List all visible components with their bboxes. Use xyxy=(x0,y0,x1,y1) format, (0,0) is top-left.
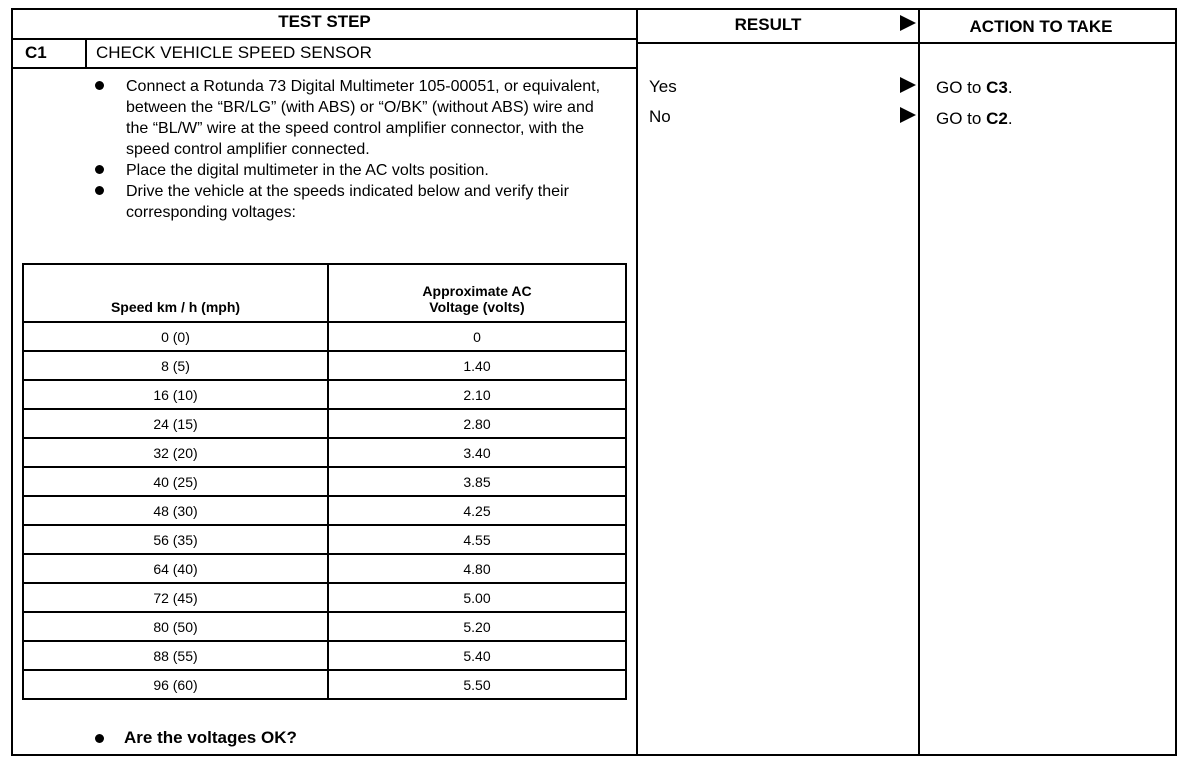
speed-cell: 16 (10) xyxy=(23,380,328,409)
speed-cell: 0 (0) xyxy=(23,322,328,351)
action-no-suffix: . xyxy=(1007,109,1013,128)
voltage-cell: 2.80 xyxy=(328,409,626,438)
table-row xyxy=(23,554,626,583)
action-yes-prefix: GO to xyxy=(936,78,987,97)
instruction-list xyxy=(88,76,618,223)
table-row xyxy=(23,583,626,612)
voltage-cell: 4.80 xyxy=(328,554,626,583)
table-row xyxy=(23,322,626,351)
column-header-voltage-text: Approximate AC Voltage (volts) xyxy=(422,283,532,315)
voltage-cell: 5.40 xyxy=(328,641,626,670)
voltage-cell: 5.00 xyxy=(328,583,626,612)
divider-result-action xyxy=(918,8,920,756)
speed-cell: 72 (45) xyxy=(23,583,328,612)
column-header-voltage xyxy=(328,264,626,322)
header-rule-result-action xyxy=(636,42,1177,44)
divider-test-result xyxy=(636,8,638,756)
speed-cell: 8 (5) xyxy=(23,351,328,380)
instruction-item: Drive the vehicle at the speeds indicated below and verify their corresponding voltages: xyxy=(88,181,618,223)
step-id-divider xyxy=(85,38,87,69)
action-yes-target: C3 xyxy=(986,78,1008,97)
bullet-icon xyxy=(95,734,104,743)
table-row xyxy=(23,351,626,380)
table-row xyxy=(23,641,626,670)
speed-cell: 88 (55) xyxy=(23,641,328,670)
header-action: ACTION TO TAKE xyxy=(969,17,1113,36)
speed-cell: 56 (35) xyxy=(23,525,328,554)
header-arrow-icon xyxy=(900,15,916,31)
table-row xyxy=(23,670,626,699)
column-header-speed: Speed km / h (mph) xyxy=(23,264,328,322)
speed-cell: 80 (50) xyxy=(23,612,328,641)
speed-cell: 48 (30) xyxy=(23,496,328,525)
question-text: Are the voltages OK? xyxy=(124,728,297,747)
header-test-step: TEST STEP xyxy=(278,12,371,31)
voltage-cell: 5.50 xyxy=(328,670,626,699)
result-yes: Yes xyxy=(649,77,677,96)
voltage-cell: 1.40 xyxy=(328,351,626,380)
voltage-cell: 4.55 xyxy=(328,525,626,554)
result-no: No xyxy=(649,107,671,126)
speed-voltage-table xyxy=(22,263,627,700)
voltage-cell: 2.10 xyxy=(328,380,626,409)
action-yes xyxy=(936,78,1013,98)
instruction-item: Connect a Rotunda 73 Digital Multimeter 105-00051, or equivalent, between the “BR/LG” (with ABS) or “O/BK” (without ABS) wire and the “BL/W” wire at the speed control amplifier connector, with the speed control amplifier connected. xyxy=(88,76,618,160)
speed-cell: 64 (40) xyxy=(23,554,328,583)
action-yes-suffix: . xyxy=(1007,78,1013,97)
result-no-arrow-icon xyxy=(900,107,916,123)
table-row xyxy=(23,409,626,438)
voltage-cell: 3.40 xyxy=(328,438,626,467)
action-no-target: C2 xyxy=(986,109,1008,128)
speed-cell: 24 (15) xyxy=(23,409,328,438)
voltage-cell: 0 xyxy=(328,322,626,351)
header-result: RESULT xyxy=(734,15,802,34)
speed-cell: 40 (25) xyxy=(23,467,328,496)
instruction-item: Place the digital multimeter in the AC volts position. xyxy=(88,160,618,181)
header-rule-test-step xyxy=(11,38,638,40)
speed-cell: 32 (20) xyxy=(23,438,328,467)
voltage-cell: 4.25 xyxy=(328,496,626,525)
table-row xyxy=(23,467,626,496)
table-row xyxy=(23,525,626,554)
step-title: CHECK VEHICLE SPEED SENSOR xyxy=(96,43,372,62)
table-row xyxy=(23,612,626,641)
voltage-cell: 3.85 xyxy=(328,467,626,496)
table-row xyxy=(23,380,626,409)
step-id: C1 xyxy=(25,43,47,62)
voltage-cell: 5.20 xyxy=(328,612,626,641)
action-no xyxy=(936,109,1013,129)
step-title-rule xyxy=(11,67,638,69)
speed-cell: 96 (60) xyxy=(23,670,328,699)
table-row xyxy=(23,496,626,525)
result-yes-arrow-icon xyxy=(900,77,916,93)
action-no-prefix: GO to xyxy=(936,109,987,128)
table-header-row xyxy=(23,264,626,322)
table-row xyxy=(23,438,626,467)
